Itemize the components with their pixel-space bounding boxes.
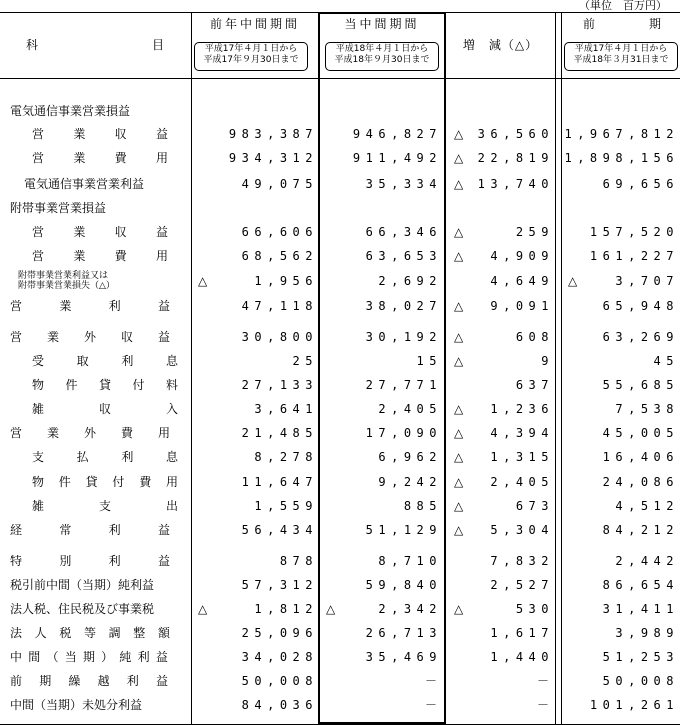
negative-marker: △ [568,274,578,288]
row-label: 営 業 費 用 [32,151,168,165]
row-label: 営 業 外 費 用 [10,426,170,440]
cell-curr: － [424,698,437,712]
negative-marker: △ [454,299,464,313]
period-from: 平成17年４月１日から [574,44,668,54]
cell-year: 3,707 [615,274,679,288]
cell-year: 1,967,812 [564,127,679,141]
row-label: 電気通信事業営業利益 [24,177,145,191]
negative-marker: △ [454,499,464,513]
column-divider [555,12,556,725]
negative-marker: △ [454,249,464,263]
cell-curr: 2,342 [378,602,442,616]
cell-year: 86,654 [602,578,679,592]
cell-year: 3,989 [615,626,679,640]
cell-prev: 1,812 [254,602,318,616]
row-label-line: 附帯事業営業利益又は [18,271,109,281]
cell-chg: 530 [515,602,554,616]
cell-year: 63,269 [602,330,679,344]
row-label: 前 期 繰 越 利 益 [10,674,168,688]
cell-curr: 9,242 [378,475,442,489]
cell-chg: 1,236 [490,402,554,416]
column-divider [191,12,192,725]
cell-chg: 9,091 [490,299,554,313]
cell-curr: 17,090 [365,426,442,440]
cell-chg: 36,560 [477,127,554,141]
cell-chg: 5,304 [490,523,554,537]
row-label: 受 取 利 息 [32,354,178,368]
cell-chg: － [536,698,549,712]
cell-prev: 30,800 [241,330,318,344]
cell-curr: 38,027 [365,299,442,313]
negative-marker: △ [454,354,464,368]
cell-prev: 983,387 [228,127,318,141]
negative-marker: △ [454,602,464,616]
cell-prev: 27,133 [241,378,318,392]
header-change: 増 減（△） [462,38,539,52]
row-label: 支 払 利 息 [32,450,178,464]
row-label: 法 人 税 等 調 整 額 [10,626,170,640]
row-label-line: 附帯事業営業損失（△） [18,281,115,291]
cell-prev: 11,647 [241,475,318,489]
cell-year: 16,406 [602,450,679,464]
current-period-border-bottom [318,722,446,724]
cell-year: 55,685 [602,378,679,392]
cell-prev: 57,312 [241,578,318,592]
cell-chg: 2,405 [490,475,554,489]
cell-chg: － [536,674,549,688]
header-prev-year-period [564,42,678,71]
cell-year: 45 [653,354,679,368]
negative-marker: △ [454,402,464,416]
negative-marker: △ [454,426,464,440]
period-from: 平成17年４月１日から [204,44,298,54]
row-label [18,271,115,291]
row-label: 雑 支 出 [32,499,178,513]
cell-prev: 8,278 [254,450,318,464]
cell-chg: 13,740 [477,177,554,191]
negative-marker: △ [198,274,208,288]
row-label: 物 件 貸 付 料 [32,378,178,392]
cell-year: 84,212 [602,523,679,537]
header-prev-interim-title: 前年中間期間 [209,17,300,31]
cell-chg: 4,394 [490,426,554,440]
cell-chg: 637 [515,378,554,392]
cell-curr: 885 [403,499,442,513]
cell-year: 50,008 [602,674,679,688]
cell-prev: 25,096 [241,626,318,640]
cell-chg: 259 [515,225,554,239]
cell-year: 24,086 [602,475,679,489]
cell-year: 157,520 [589,225,679,239]
row-label: 営 業 外 収 益 [10,330,170,344]
current-period-border-left [318,12,320,725]
cell-chg: 22,819 [477,151,554,165]
cell-curr: 30,192 [365,330,442,344]
negative-marker: △ [454,151,464,165]
period-to: 平成18年３月31日まで [573,55,669,65]
cell-curr: 8,710 [378,554,442,568]
cell-year: 45,005 [602,426,679,440]
row-label: 営 業 収 益 [32,127,168,141]
cell-year: 161,227 [589,249,679,263]
cell-curr: 2,692 [378,274,442,288]
period-to: 平成18年９月30日まで [334,55,430,65]
cell-year: 101,261 [589,698,679,712]
cell-curr: 946,827 [352,127,442,141]
header-prev-interim-period [194,42,308,71]
cell-chg: 1,315 [490,450,554,464]
negative-marker: △ [326,602,336,616]
cell-chg: 673 [515,499,554,513]
cell-prev: 66,606 [241,225,318,239]
cell-chg: 1,440 [490,650,554,664]
cell-year: 4,512 [615,499,679,513]
cell-chg: 9 [541,354,554,368]
negative-marker: △ [198,602,208,616]
negative-marker: △ [454,450,464,464]
negative-marker: △ [454,127,464,141]
header-curr-interim-title: 当中間期間 [344,17,420,31]
row-label: 税引前中間（当期）純利益 [10,578,155,592]
row-label: 物 件 貸 付 費 用 [32,475,178,489]
header-curr-interim-period [325,42,439,71]
cell-chg: 7,832 [490,554,554,568]
cell-chg: 608 [515,330,554,344]
cell-prev: 878 [279,554,318,568]
period-from: 平成18年４月１日から [335,44,429,54]
cell-year: 51,253 [602,650,679,664]
cell-curr: 35,334 [365,177,442,191]
column-divider [561,12,562,725]
cell-year: 1,898,156 [564,151,679,165]
row-label: 電気通信事業営業損益 [10,104,131,118]
row-label: 経 常 利 益 [10,523,170,537]
cell-prev: 56,434 [241,523,318,537]
cell-chg: 2,527 [490,578,554,592]
cell-curr: 15 [416,354,442,368]
cell-prev: 25 [292,354,318,368]
row-label: 中 間 （ 当 期 ） 純 利 益 [10,650,168,664]
cell-prev: 3,641 [254,402,318,416]
cell-prev: 50,008 [241,674,318,688]
cell-curr: 63,653 [365,249,442,263]
row-label: 中間（当期）未処分利益 [10,698,143,712]
cell-curr: 26,713 [365,626,442,640]
cell-curr: 27,771 [365,378,442,392]
row-label: 附帯事業営業損益 [10,201,107,215]
negative-marker: △ [454,225,464,239]
cell-prev: 1,559 [254,499,318,513]
negative-marker: △ [454,475,464,489]
cell-year: 69,656 [602,177,679,191]
period-to: 平成17年９月30日まで [203,55,299,65]
cell-prev: 21,485 [241,426,318,440]
cell-prev: 68,562 [241,249,318,263]
cell-year: 7,538 [615,402,679,416]
cell-curr: 911,492 [352,151,442,165]
cell-chg: 1,617 [490,626,554,640]
cell-curr: － [424,674,437,688]
negative-marker: △ [454,177,464,191]
header-account-char-2: 目 [152,38,165,52]
row-label: 営 業 収 益 [32,225,168,239]
current-period-border-right [444,12,446,725]
row-label: 雑 収 入 [32,402,178,416]
row-label: 特 別 利 益 [10,554,170,568]
cell-curr: 51,129 [365,523,442,537]
cell-prev: 34,028 [241,650,318,664]
cell-prev: 934,312 [228,151,318,165]
negative-marker: △ [454,330,464,344]
cell-prev: 1,956 [254,274,318,288]
cell-curr: 2,405 [378,402,442,416]
cell-year: 2,442 [615,554,679,568]
cell-curr: 59,840 [365,578,442,592]
header-prev-year-char-1: 前 [583,17,596,31]
row-label: 営 業 費 用 [32,249,168,263]
cell-curr: 35,469 [365,650,442,664]
cell-prev: 84,036 [241,698,318,712]
unit-note: （単位 百万円） [579,0,667,12]
cell-curr: 66,346 [365,225,442,239]
row-label: 法人税、住民税及び事業税 [10,602,155,616]
cell-prev: 47,118 [241,299,318,313]
header-bottom-border [0,78,680,79]
row-label: 営 業 利 益 [10,299,170,313]
cell-curr: 6,962 [378,450,442,464]
cell-chg: 4,649 [490,274,554,288]
cell-chg: 4,909 [490,249,554,263]
negative-marker: △ [454,523,464,537]
current-period-border-top [318,12,446,14]
header-prev-year-char-2: 期 [649,17,662,31]
header-account-char-1: 科 [26,38,39,52]
cell-prev: 49,075 [241,177,318,191]
cell-year: 31,411 [602,602,679,616]
cell-year: 65,948 [602,299,679,313]
